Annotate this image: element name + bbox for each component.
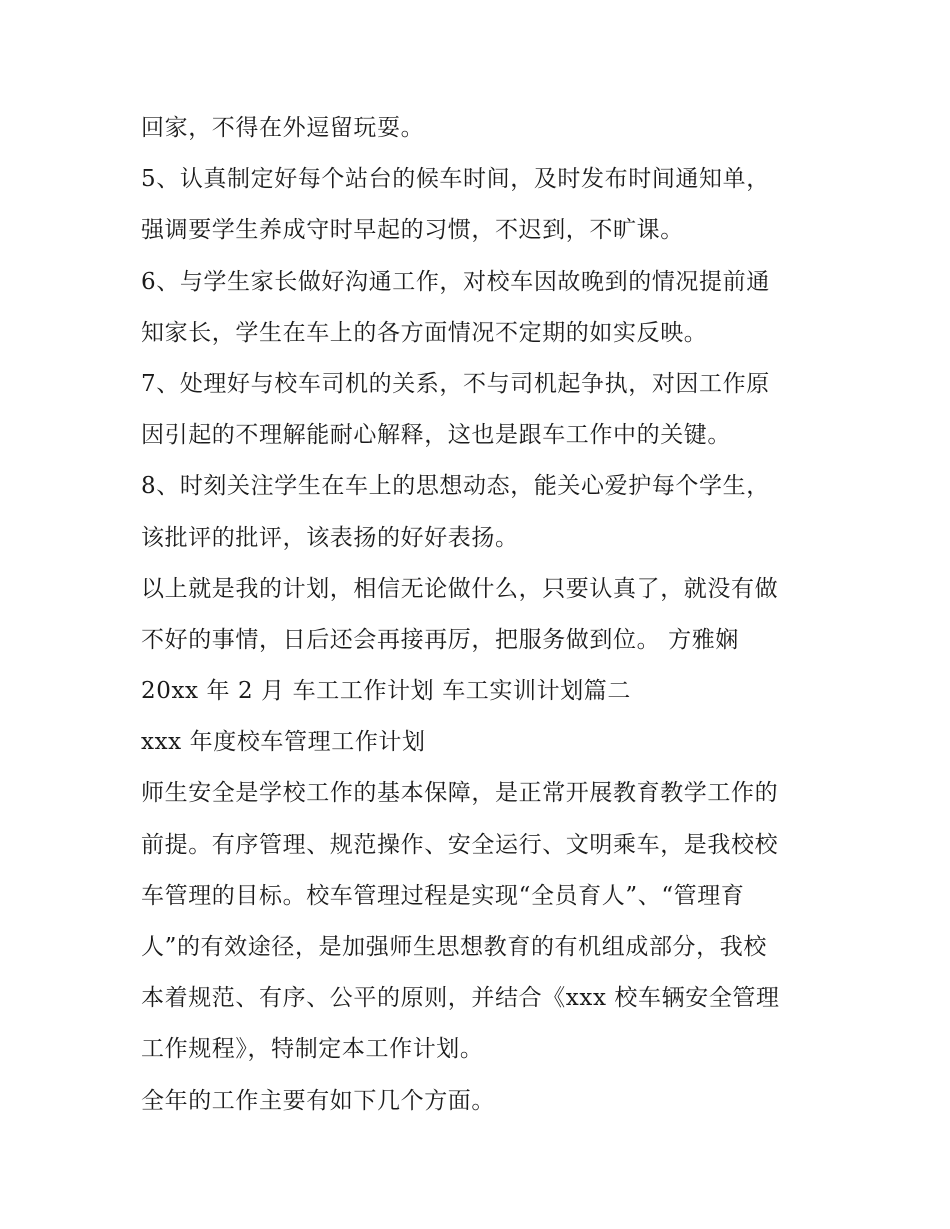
text-line: 回家，不得在外逗留玩耍。 bbox=[141, 115, 425, 141]
text-line: 以上就是我的计划，相信无论做什么，只要认真了，就没有做 bbox=[141, 575, 779, 602]
text-line: 知家长，学生在车上的各方面情况不定期的如实反映。 bbox=[141, 319, 708, 346]
section-heading-date: 20xx 年 2 月 车工工作计划 车工实训计划篇二 bbox=[141, 678, 631, 705]
text-line: 工作规程》，特制定本工作计划。 bbox=[141, 1036, 484, 1063]
text-line: 不好的事情，日后还会再接再厉，把服务做到位。 方雅娴 bbox=[141, 626, 739, 653]
text-line: 该批评的批评，该表扬的好好表扬。 bbox=[141, 524, 519, 551]
document-body bbox=[141, 108, 821, 1132]
text-line: 8、时刻关注学生在车上的思想动态，能关心爱护每个学生， bbox=[141, 473, 770, 500]
text-line: 全年的工作主要有如下几个方面。 bbox=[141, 1087, 495, 1114]
text-line: 车管理的目标。校车管理过程是实现“全员育人”、“管理育 bbox=[141, 882, 745, 909]
text-line: 6、与学生家长做好沟通工作，对校车因故晚到的情况提前通 bbox=[141, 268, 770, 295]
section-heading-title: xxx 年度校车管理工作计划 bbox=[141, 729, 426, 756]
text-line: 强调要学生养成守时早起的习惯，不迟到，不旷课。 bbox=[141, 217, 684, 244]
text-line: 本着规范、有序、公平的原则，并结合《xxx 校车辆安全管理 bbox=[141, 985, 780, 1012]
text-line: 7、处理好与校车司机的关系，不与司机起争执，对因工作原 bbox=[141, 370, 770, 397]
text-line: 前提。有序管理、规范操作、安全运行、文明乘车，是我校校 bbox=[141, 831, 779, 858]
text-line: 因引起的不理解能耐心解释，这也是跟车工作中的关键。 bbox=[141, 422, 731, 449]
text-line: 师生安全是学校工作的基本保障，是正常开展教育教学工作的 bbox=[141, 780, 779, 807]
text-line: 5、认真制定好每个站台的候车时间，及时发布时间通知单， bbox=[141, 166, 770, 193]
text-line: 人”的有效途径，是加强师生思想教育的有机组成部分，我校 bbox=[141, 934, 767, 960]
